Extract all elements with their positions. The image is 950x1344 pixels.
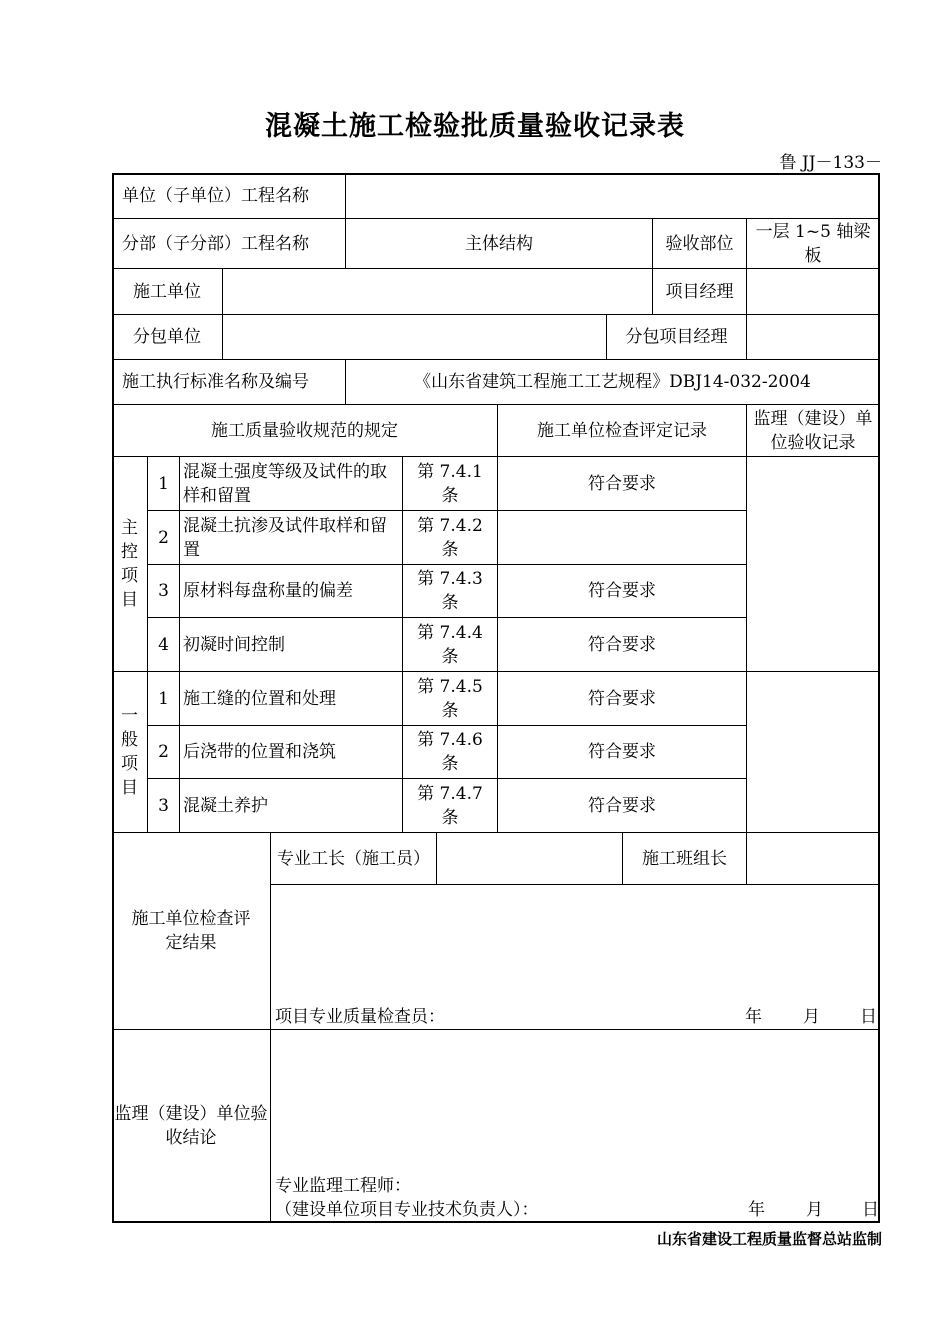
main-item-4-result[interactable]: 符合要求: [498, 618, 747, 672]
general-items-supervisor-record[interactable]: [747, 672, 880, 833]
contractor-field[interactable]: [223, 269, 653, 315]
contractor-date-day: 日: [860, 1007, 877, 1027]
main-item-1-name: 混凝土强度等级及试件的取样和留置: [180, 457, 403, 511]
general-item-1-no: 1: [148, 672, 180, 726]
contractor-record-header: 施工单位检查评定记录: [498, 405, 747, 457]
project-manager-field[interactable]: [747, 269, 880, 315]
foreman-field[interactable]: [437, 833, 623, 885]
standard-field[interactable]: 《山东省建筑工程施工工艺规程》DBJ14-032-2004: [346, 360, 880, 405]
inspection-part-field[interactable]: 一层 1~5 轴梁板: [747, 219, 880, 269]
general-item-2-clause: 第 7.4.6 条: [403, 726, 498, 779]
general-item-1-result[interactable]: 符合要求: [498, 672, 747, 726]
main-item-2-name: 混凝土抗渗及试件取样和留置: [180, 511, 403, 565]
footer-issuer: 山东省建设工程质量监督总站监制: [656, 1230, 882, 1248]
general-item-3-no: 3: [148, 779, 180, 833]
main-item-1-clause: 第 7.4.1 条: [403, 457, 498, 511]
general-item-2-result[interactable]: 符合要求: [498, 726, 747, 779]
sub-manager-field[interactable]: [747, 315, 880, 360]
main-item-1-no: 1: [148, 457, 180, 511]
main-item-2-clause: 第 7.4.2 条: [403, 511, 498, 565]
subcontractor-field[interactable]: [223, 315, 607, 360]
team-leader-field[interactable]: [747, 833, 880, 885]
form-title: 混凝土施工检验批质量验收记录表: [265, 111, 685, 142]
main-items-group-label: 主 控 项 目: [112, 457, 148, 672]
supervisor-result-label: 监理（建设）单位验收结论: [112, 1030, 271, 1223]
contractor-date-year: 年: [745, 1007, 762, 1027]
supervisor-record-header: 监理（建设）单位验收记录: [747, 405, 880, 457]
main-item-3-name: 原材料每盘称量的偏差: [180, 565, 403, 618]
supervisor-date-day: 日: [862, 1200, 879, 1220]
owner-signature-label: （建设单位项目专业技术负责人）：: [275, 1200, 539, 1220]
spec-column-header: 施工质量验收规范的规定: [112, 405, 498, 457]
general-item-3-result[interactable]: 符合要求: [498, 779, 747, 833]
main-item-4-no: 4: [148, 618, 180, 672]
inspector-signature-label: 项目专业质量检查员：: [275, 1007, 445, 1027]
engineer-signature-label: 专业监理工程师：: [275, 1176, 411, 1196]
main-item-4-clause: 第 7.4.4 条: [403, 618, 498, 672]
general-items-group-label: 一 般 项 目: [112, 672, 148, 833]
standard-label: 施工执行标准名称及编号: [112, 360, 346, 405]
main-item-1-result[interactable]: 符合要求: [498, 457, 747, 511]
main-items-supervisor-record[interactable]: [747, 457, 880, 672]
main-item-3-clause: 第 7.4.3 条: [403, 565, 498, 618]
unit-project-label: 单位（子单位）工程名称: [112, 173, 346, 219]
general-item-3-name: 混凝土养护: [180, 779, 403, 833]
contractor-label: 施工单位: [112, 269, 223, 315]
subcontractor-label: 分包单位: [112, 315, 223, 360]
main-item-2-result[interactable]: [498, 511, 747, 565]
form-code: 鲁 JJ－133－: [779, 153, 882, 173]
supervisor-date-month: 月: [806, 1200, 823, 1220]
main-item-3-result[interactable]: 符合要求: [498, 565, 747, 618]
sub-manager-label: 分包项目经理: [607, 315, 747, 360]
unit-project-field[interactable]: [346, 173, 880, 219]
general-item-3-clause: 第 7.4.7 条: [403, 779, 498, 833]
main-item-4-name: 初凝时间控制: [180, 618, 403, 672]
general-item-2-name: 后浇带的位置和浇筑: [180, 726, 403, 779]
inspection-part-label: 验收部位: [653, 219, 747, 269]
main-item-3-no: 3: [148, 565, 180, 618]
general-item-1-clause: 第 7.4.5 条: [403, 672, 498, 726]
contractor-result-label: 施工单位检查评定结果: [112, 833, 271, 1030]
sub-project-field[interactable]: 主体结构: [346, 219, 653, 269]
general-item-1-name: 施工缝的位置和处理: [180, 672, 403, 726]
project-manager-label: 项目经理: [653, 269, 747, 315]
supervisor-date-year: 年: [748, 1200, 765, 1220]
team-leader-label: 施工班组长: [623, 833, 747, 885]
main-item-2-no: 2: [148, 511, 180, 565]
general-item-2-no: 2: [148, 726, 180, 779]
sub-project-label: 分部（子分部）工程名称: [112, 219, 346, 269]
foreman-label: 专业工长（施工员）: [271, 833, 437, 885]
contractor-date-month: 月: [803, 1007, 820, 1027]
